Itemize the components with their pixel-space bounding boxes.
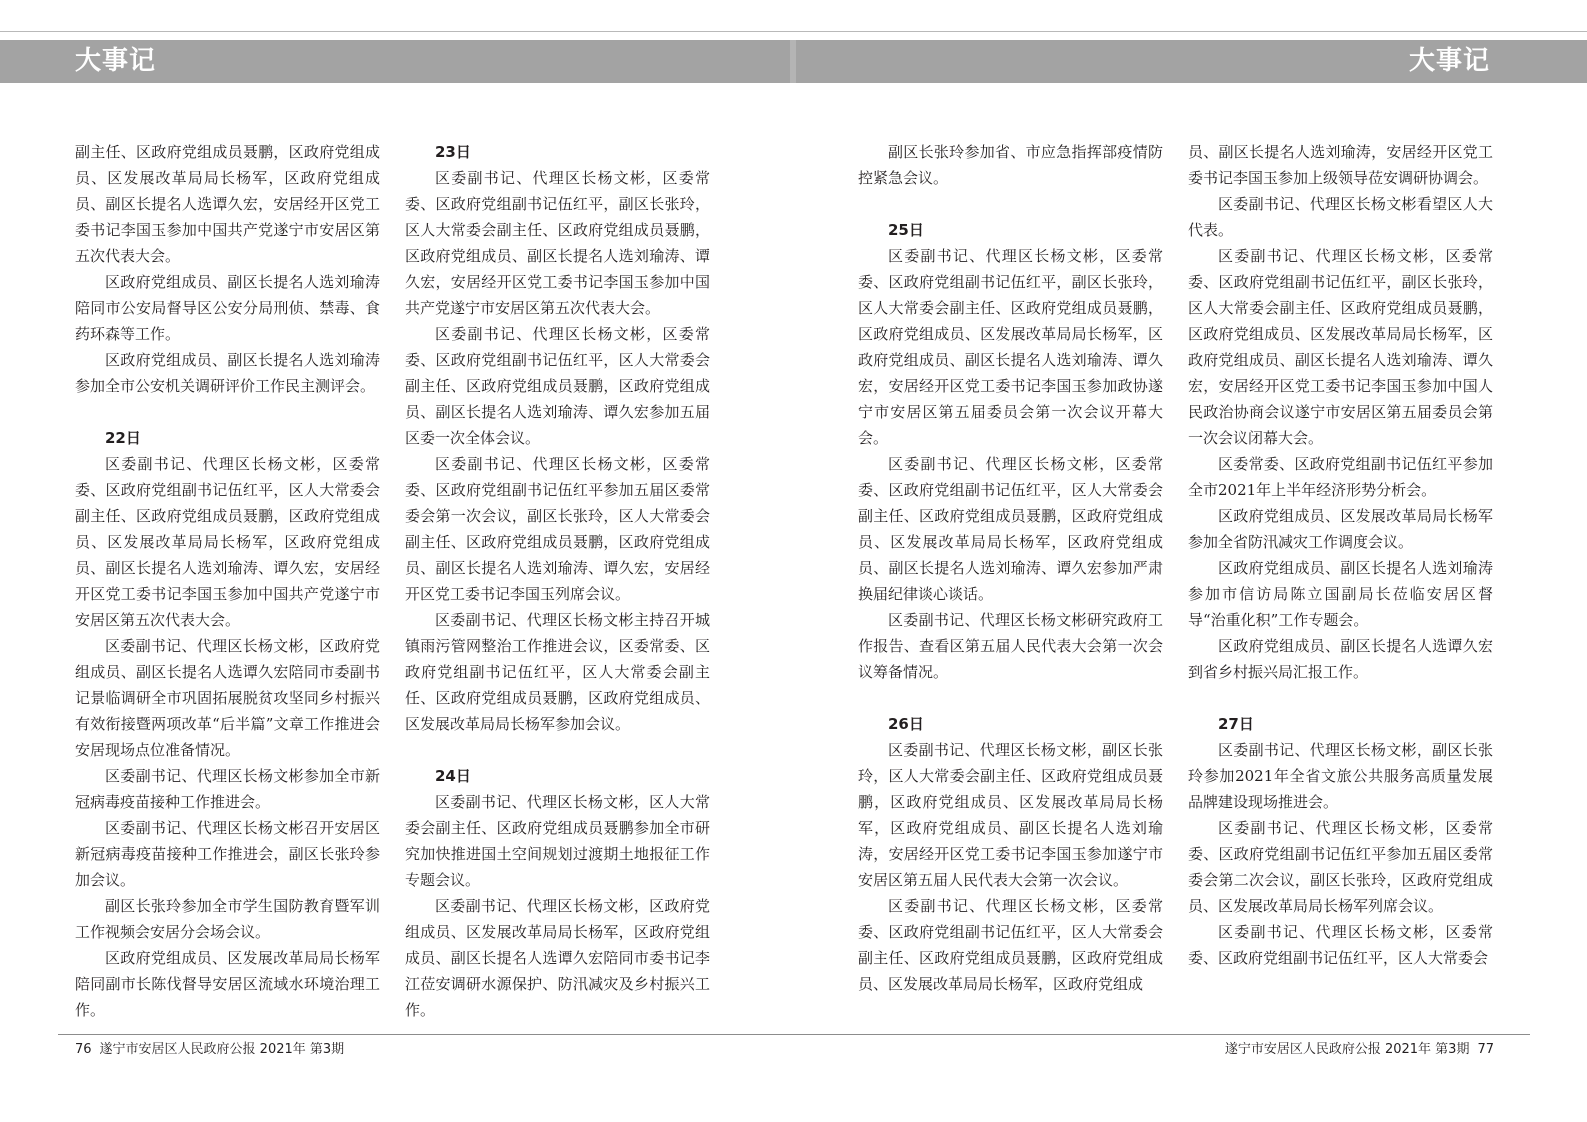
footer-left [75,1040,344,1060]
date-heading: 26日 [888,715,924,733]
paragraph: 区委副书记、代理区长杨文彬召开安居区新冠病毒疫苗接种工作推进会，副区长张玲参加会议。 [75,819,380,889]
footer-rule [58,1034,1530,1035]
column-4 [1188,139,1493,971]
page-number-left: 76 [75,1042,92,1057]
paragraph: 区委副书记、代理区长杨文彬，区委常委、区政府党组副书记伍红平，区人大常委会副主任、区政府党组成员聂鹏，区政府党组成员、区发展改革局局长杨军，区政府党组成员、副区长提名人选刘瑜涛、谭久宏参加严肃换届纪律谈心谈话。 [858,455,1163,603]
paragraph: 副区长张玲参加省、市应急指挥部疫情防控紧急会议。 [858,143,1163,187]
paragraph: 区委副书记、代理区长杨文彬主持召开城镇雨污管网整治工作推进会议，区委常委、区政府党组副书记伍红平，区人大常委会副主任、区政府党组成员聂鹏，区政府党组成员、区发展改革局局长杨军参加会议。 [405,611,710,733]
top-rule [0,31,1587,32]
date-heading: 25日 [888,221,924,239]
paragraph: 副区长张玲参加全市学生国防教育暨军训工作视频会安居分会场会议。 [75,897,380,941]
header-title-right: 大事记 [1408,46,1490,76]
column-3 [858,139,1163,997]
paragraph: 区政府党组成员、副区长提名人选刘瑜涛参加市信访局陈立国副局长莅临安居区督导“治重化积”工作专题会。 [1188,559,1493,629]
paragraph: 区政府党组成员、区发展改革局局长杨军陪同副市长陈伐督导安居区流域水环境治理工作。 [75,949,380,1019]
paragraph: 员、副区长提名人选刘瑜涛，安居经开区党工委书记李国玉参加上级领导莅安调研协调会。 [1188,143,1493,187]
paragraph: 区委副书记、代理区长杨文彬，区委常委、区政府党组副书记伍红平，副区长张玲，区人大常委会副主任、区政府党组成员聂鹏，区政府党组成员、区发展改革局局长杨军，区政府党组成员、副区长提名人选刘瑜涛、谭久宏，安居经开区党工委书记李国玉参加政协遂宁市安居区第五届委员会第一次会议开幕大会。 [858,247,1163,447]
column-2 [405,139,710,1023]
footer-right [1225,1040,1494,1060]
date-heading: 24日 [435,767,471,785]
paragraph: 区委副书记、代理区长杨文彬，区政府党组成员、区发展改革局局长杨军，区政府党组成员、副区长提名人选谭久宏陪同市委书记李江莅安调研水源保护、防汛减灾及乡村振兴工作。 [405,897,710,1019]
header-title-left: 大事记 [75,46,157,76]
paragraph: 区政府党组成员、区发展改革局局长杨军参加全省防汛减灾工作调度会议。 [1188,507,1493,551]
paragraph: 区委副书记、代理区长杨文彬，区委常委、区政府党组副书记伍红平，区人大常委会副主任、区政府党组成员聂鹏，区政府党组成员、区发展改革局局长杨军，区政府党组成员、副区长提名人选刘瑜涛、谭久宏，安居经开区党工委书记李国玉参加中国共产党遂宁市安居区第五次代表大会。 [75,455,380,629]
paragraph: 区政府党组成员、副区长提名人选刘瑜涛陪同市公安局督导区公安分局刑侦、禁毒、食药环森等工作。 [75,273,380,343]
paragraph: 区委副书记、代理区长杨文彬研究政府工作报告、查看区第五届人民代表大会第一次会议筹备情况。 [858,611,1163,681]
page-gutter [790,40,796,83]
page-number-right: 77 [1477,1042,1494,1057]
header-bar [0,40,1587,83]
paragraph: 副主任、区政府党组成员聂鹏，区政府党组成员、区发展改革局局长杨军，区政府党组成员、副区长提名人选谭久宏，安居经开区党工委书记李国玉参加中国共产党遂宁市安居区第五次代表大会。 [75,143,380,265]
paragraph: 区政府党组成员、副区长提名人选谭久宏到省乡村振兴局汇报工作。 [1188,637,1493,681]
paragraph: 区委副书记、代理区长杨文彬，区委常委、区政府党组副书记伍红平，副区长张玲，区人大常委会副主任、区政府党组成员聂鹏，区政府党组成员、区发展改革局局长杨军，区政府党组成员、副区长提名人选刘瑜涛、谭久宏，安居经开区党工委书记李国玉参加中国人民政治协商会议遂宁市安居区第五届委员会第一次会议闭幕大会。 [1188,247,1493,447]
date-heading: 27日 [1218,715,1254,733]
paragraph: 区委副书记、代理区长杨文彬，区委常委、区政府党组副书记伍红平参加五届区委常委会第二次会议，副区长张玲，区政府党组成员、区发展改革局局长杨军列席会议。 [1188,819,1493,915]
paragraph: 区政府党组成员、副区长提名人选刘瑜涛参加全市公安机关调研评价工作民主测评会。 [75,351,380,395]
paragraph: 区委副书记、代理区长杨文彬，区人大常委会副主任、区政府党组成员聂鹏参加全市研究加快推进国土空间规划过渡期土地报征工作专题会议。 [405,793,710,889]
paragraph: 区委副书记、代理区长杨文彬，副区长张玲，区人大常委会副主任、区政府党组成员聂鹏，区政府党组成员、区发展改革局局长杨军，区政府党组成员、副区长提名人选刘瑜涛，安居经开区党工委书记李国玉参加遂宁市安居区第五届人民代表大会第一次会议。 [858,741,1163,889]
paragraph: 区委副书记、代理区长杨文彬，副区长张玲参加2021年全省文旅公共服务高质量发展品牌建设现场推进会。 [1188,741,1493,811]
date-heading: 23日 [435,143,471,161]
paragraph: 区委副书记、代理区长杨文彬，区委常委、区政府党组副书记伍红平，区人大常委会副主任、区政府党组成员聂鹏，区政府党组成员、副区长提名人选刘瑜涛、谭久宏参加五届区委一次全体会议。 [405,325,710,447]
paragraph: 区委副书记、代理区长杨文彬，区委常委、区政府党组副书记伍红平，副区长张玲，区人大常委会副主任、区政府党组成员聂鹏，区政府党组成员、副区长提名人选刘瑜涛、谭久宏，安居经开区党工委书记李国玉参加中国共产党遂宁市安居区第五次代表大会。 [405,169,710,317]
paragraph: 区委副书记、代理区长杨文彬，区委常委、区政府党组副书记伍红平，区人大常委会 [1188,923,1493,967]
paragraph: 区委副书记、代理区长杨文彬参加全市新冠病毒疫苗接种工作推进会。 [75,767,380,811]
paragraph: 区委副书记、代理区长杨文彬，区委常委、区政府党组副书记伍红平，区人大常委会副主任、区政府党组成员聂鹏，区政府党组成员、区发展改革局局长杨军，区政府党组成 [858,897,1163,993]
paragraph: 区委常委、区政府党组副书记伍红平参加全市2021年上半年经济形势分析会。 [1188,455,1493,499]
paragraph: 区委副书记、代理区长杨文彬看望区人大代表。 [1188,195,1493,239]
date-heading: 22日 [105,429,141,447]
footer-publication-left: 遂宁市安居区人民政府公报 2021年 第3期 [99,1042,345,1057]
paragraph: 区委副书记、代理区长杨文彬，区委常委、区政府党组副书记伍红平参加五届区委常委会第一次会议，副区长张玲，区人大常委会副主任、区政府党组成员聂鹏，区政府党组成员、副区长提名人选刘瑜涛、谭久宏，安居经开区党工委书记李国玉列席会议。 [405,455,710,603]
paragraph: 区委副书记、代理区长杨文彬，区政府党组成员、副区长提名人选谭久宏陪同市委副书记景临调研全市巩固拓展脱贫攻坚同乡村振兴有效衔接暨两项改革“后半篇”文章工作推进会安居现场点位准备情况。 [75,637,380,759]
column-1 [75,139,380,1023]
footer-publication-right: 遂宁市安居区人民政府公报 2021年 第3期 [1224,1042,1470,1057]
